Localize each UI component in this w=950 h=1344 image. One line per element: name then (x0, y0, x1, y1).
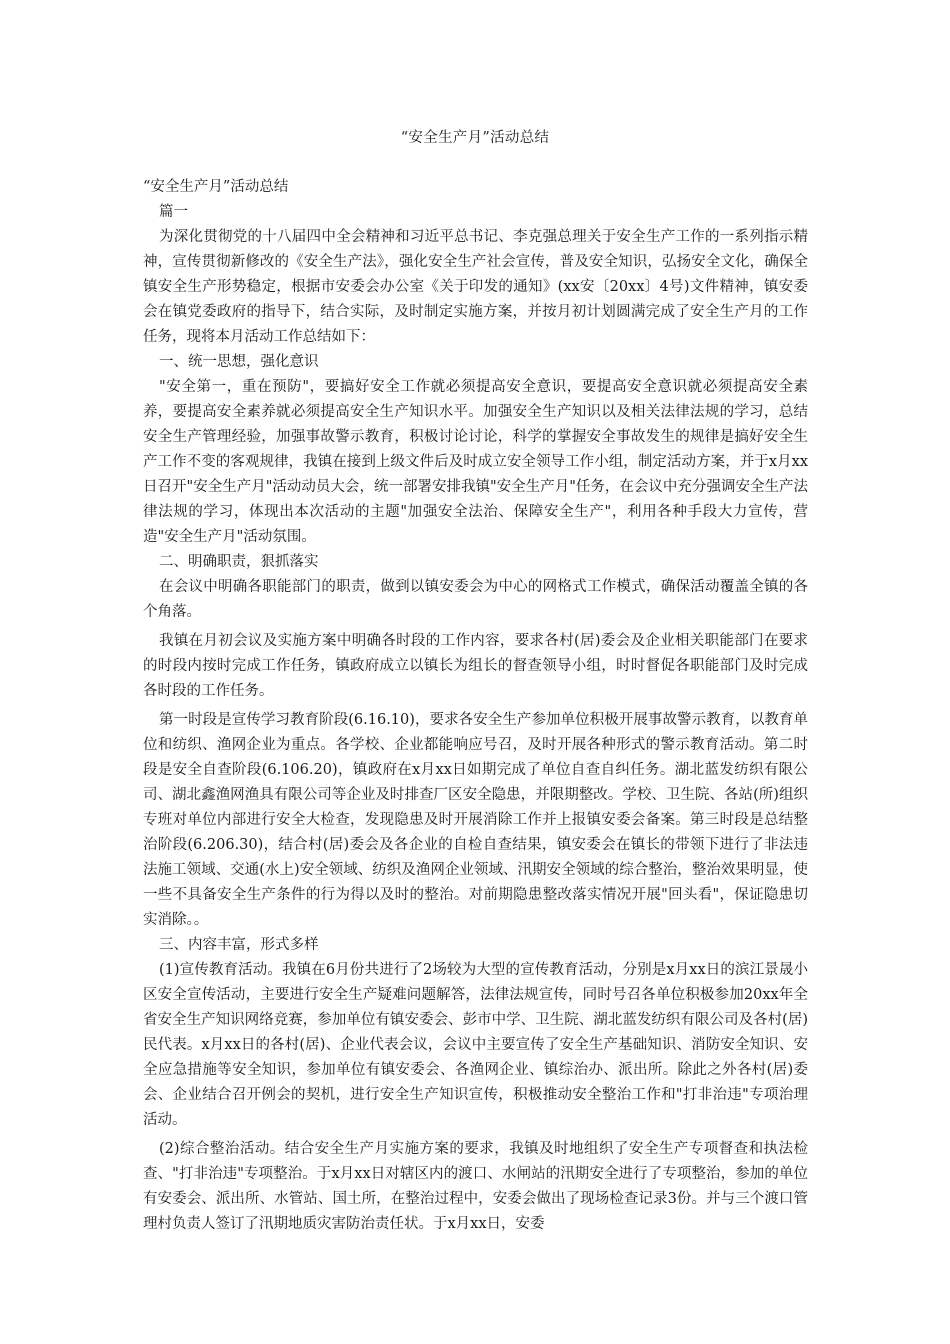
document-title: “安全生产月”活动总结 (400, 130, 550, 146)
document-body (143, 175, 808, 1237)
heading-2: 二、明确职责，狠抓落实 (159, 554, 319, 570)
paragraph-2b: 我镇在月初会议及实施方案中明确各时段的工作内容，要求各村(居)委会及企业相关职能部门在要求的时段内按时完成工作任务，镇政府成立以镇长为组长的督查领导小组，时时督促各职能部门及时完成各时段的工作任务。 (143, 633, 808, 699)
paragraph-1: "安全第一，重在预防"，要搞好安全工作就必须提高安全意识，要提高安全意识就必须提高安全素养，要提高安全素养就必须提高安全生产知识水平。加强安全生产知识以及相关法律法规的学习，总结安全生产管理经验，加强事故警示教育，积极讨论讨论，科学的掌握安全事故发生的规律是搞好安全生产工作不变的客观规律，我镇在接到上级文件后及时成立安全领导工作小组，制定活动方案，并于x月xx日召开"安全生产月"活动动员大会，统一部署安排我镇"安全生产月"任务，在会议中充分强调安全生产法律法规的学习，体现出本次活动的主题"加强安全法治、保障安全生产"，利用各种手段大力宣传，营造"安全生产月"活动氛围。 (143, 379, 808, 545)
heading-1: 一、统一思想，强化意识 (159, 354, 319, 370)
section-label: 篇一 (159, 204, 188, 220)
document-subtitle: “安全生产月”活动总结 (143, 179, 289, 195)
heading-3: 三、内容丰富，形式多样 (159, 937, 319, 953)
paragraph-intro: 为深化贯彻党的十八届四中全会精神和习近平总书记、李克强总理关于安全生产工作的一系列指示精神，宣传贯彻新修改的《安全生产法》，强化安全生产社会宣传，普及安全知识，弘扬安全文化，确保全镇安全生产形势稳定，根据市安委会办公室《关于印发的通知》(xx安〔20xx〕4号)文件精神，镇安委会在镇党委政府的指导下，结合实际，及时制定实施方案，并按月初计划圆满完成了安全生产月的工作任务，现将本月活动工作总结如下： (143, 229, 808, 345)
paragraph-2c: 第一时段是宣传学习教育阶段(6.16.10)，要求各安全生产参加单位积极开展事故警示教育，以教育单位和纺织、渔网企业为重点。各学校、企业都能响应号召，及时开展各种形式的警示教育活动。第二时段是安全自查阶段(6.106.20)，镇政府在x月xx日如期完成了单位自查自纠任务。湖北蓝发纺织有限公司、湖北鑫渔网渔具有限公司等企业及时排查厂区安全隐患，并限期整改。学校、卫生院、各站(所)组织专班对单位内部进行安全大检查，发现隐患及时开展消除工作并上报镇安委会备案。第三时段是总结整治阶段(6.206.30)，结合村(居)委会及各企业的自检自查结果，镇安委会在镇长的带领下进行了非法违法施工领域、交通(水上)安全领域、纺织及渔网企业领域、汛期安全领域的综合整治，整治效果明显，使一些不具备安全生产条件的行为得以及时的整治。对前期隐患整改落实情况开展"回头看"，保证隐患切实消除。。 (143, 712, 808, 928)
paragraph-2a: 在会议中明确各职能部门的职责，做到以镇安委会为中心的网格式工作模式，确保活动覆盖全镇的各个角落。 (143, 579, 808, 620)
paragraph-3a: (1)宣传教育活动。我镇在6月份共进行了2场较为大型的宣传教育活动，分别是x月xx日的滨江景晟小区安全宣传活动，主要进行安全生产疑难问题解答，法律法规宣传，同时号召各单位积极参加20xx年全省安全生产知识网络竞赛，参加单位有镇安委会、彭市中学、卫生院、湖北蓝发纺织有限公司及各村(居)民代表。x月xx日的各村(居)、企业代表会议，会议中主要宣传了安全生产基础知识、消防安全知识、安全应急措施等安全知识，参加单位有镇安委会、各渔网企业、镇综治办、派出所。除此之外各村(居)委会、企业结合召开例会的契机，进行安全生产知识宣传，积极推动安全整治工作和"打非治违"专项治理活动。 (143, 962, 808, 1128)
paragraph-3b: (2)综合整治活动。结合安全生产月实施方案的要求，我镇及时地组织了安全生产专项督查和执法检查、"打非治违"专项整治。于x月xx日对辖区内的渡口、水闸站的汛期安全进行了专项整治，参加的单位有安委会、派出所、水管站、国土所，在整治过程中，安委会做出了现场检查记录3份。并与三个渡口管理村负责人签订了汛期地质灾害防治责任状。于x月xx日，安委 (143, 1141, 808, 1232)
